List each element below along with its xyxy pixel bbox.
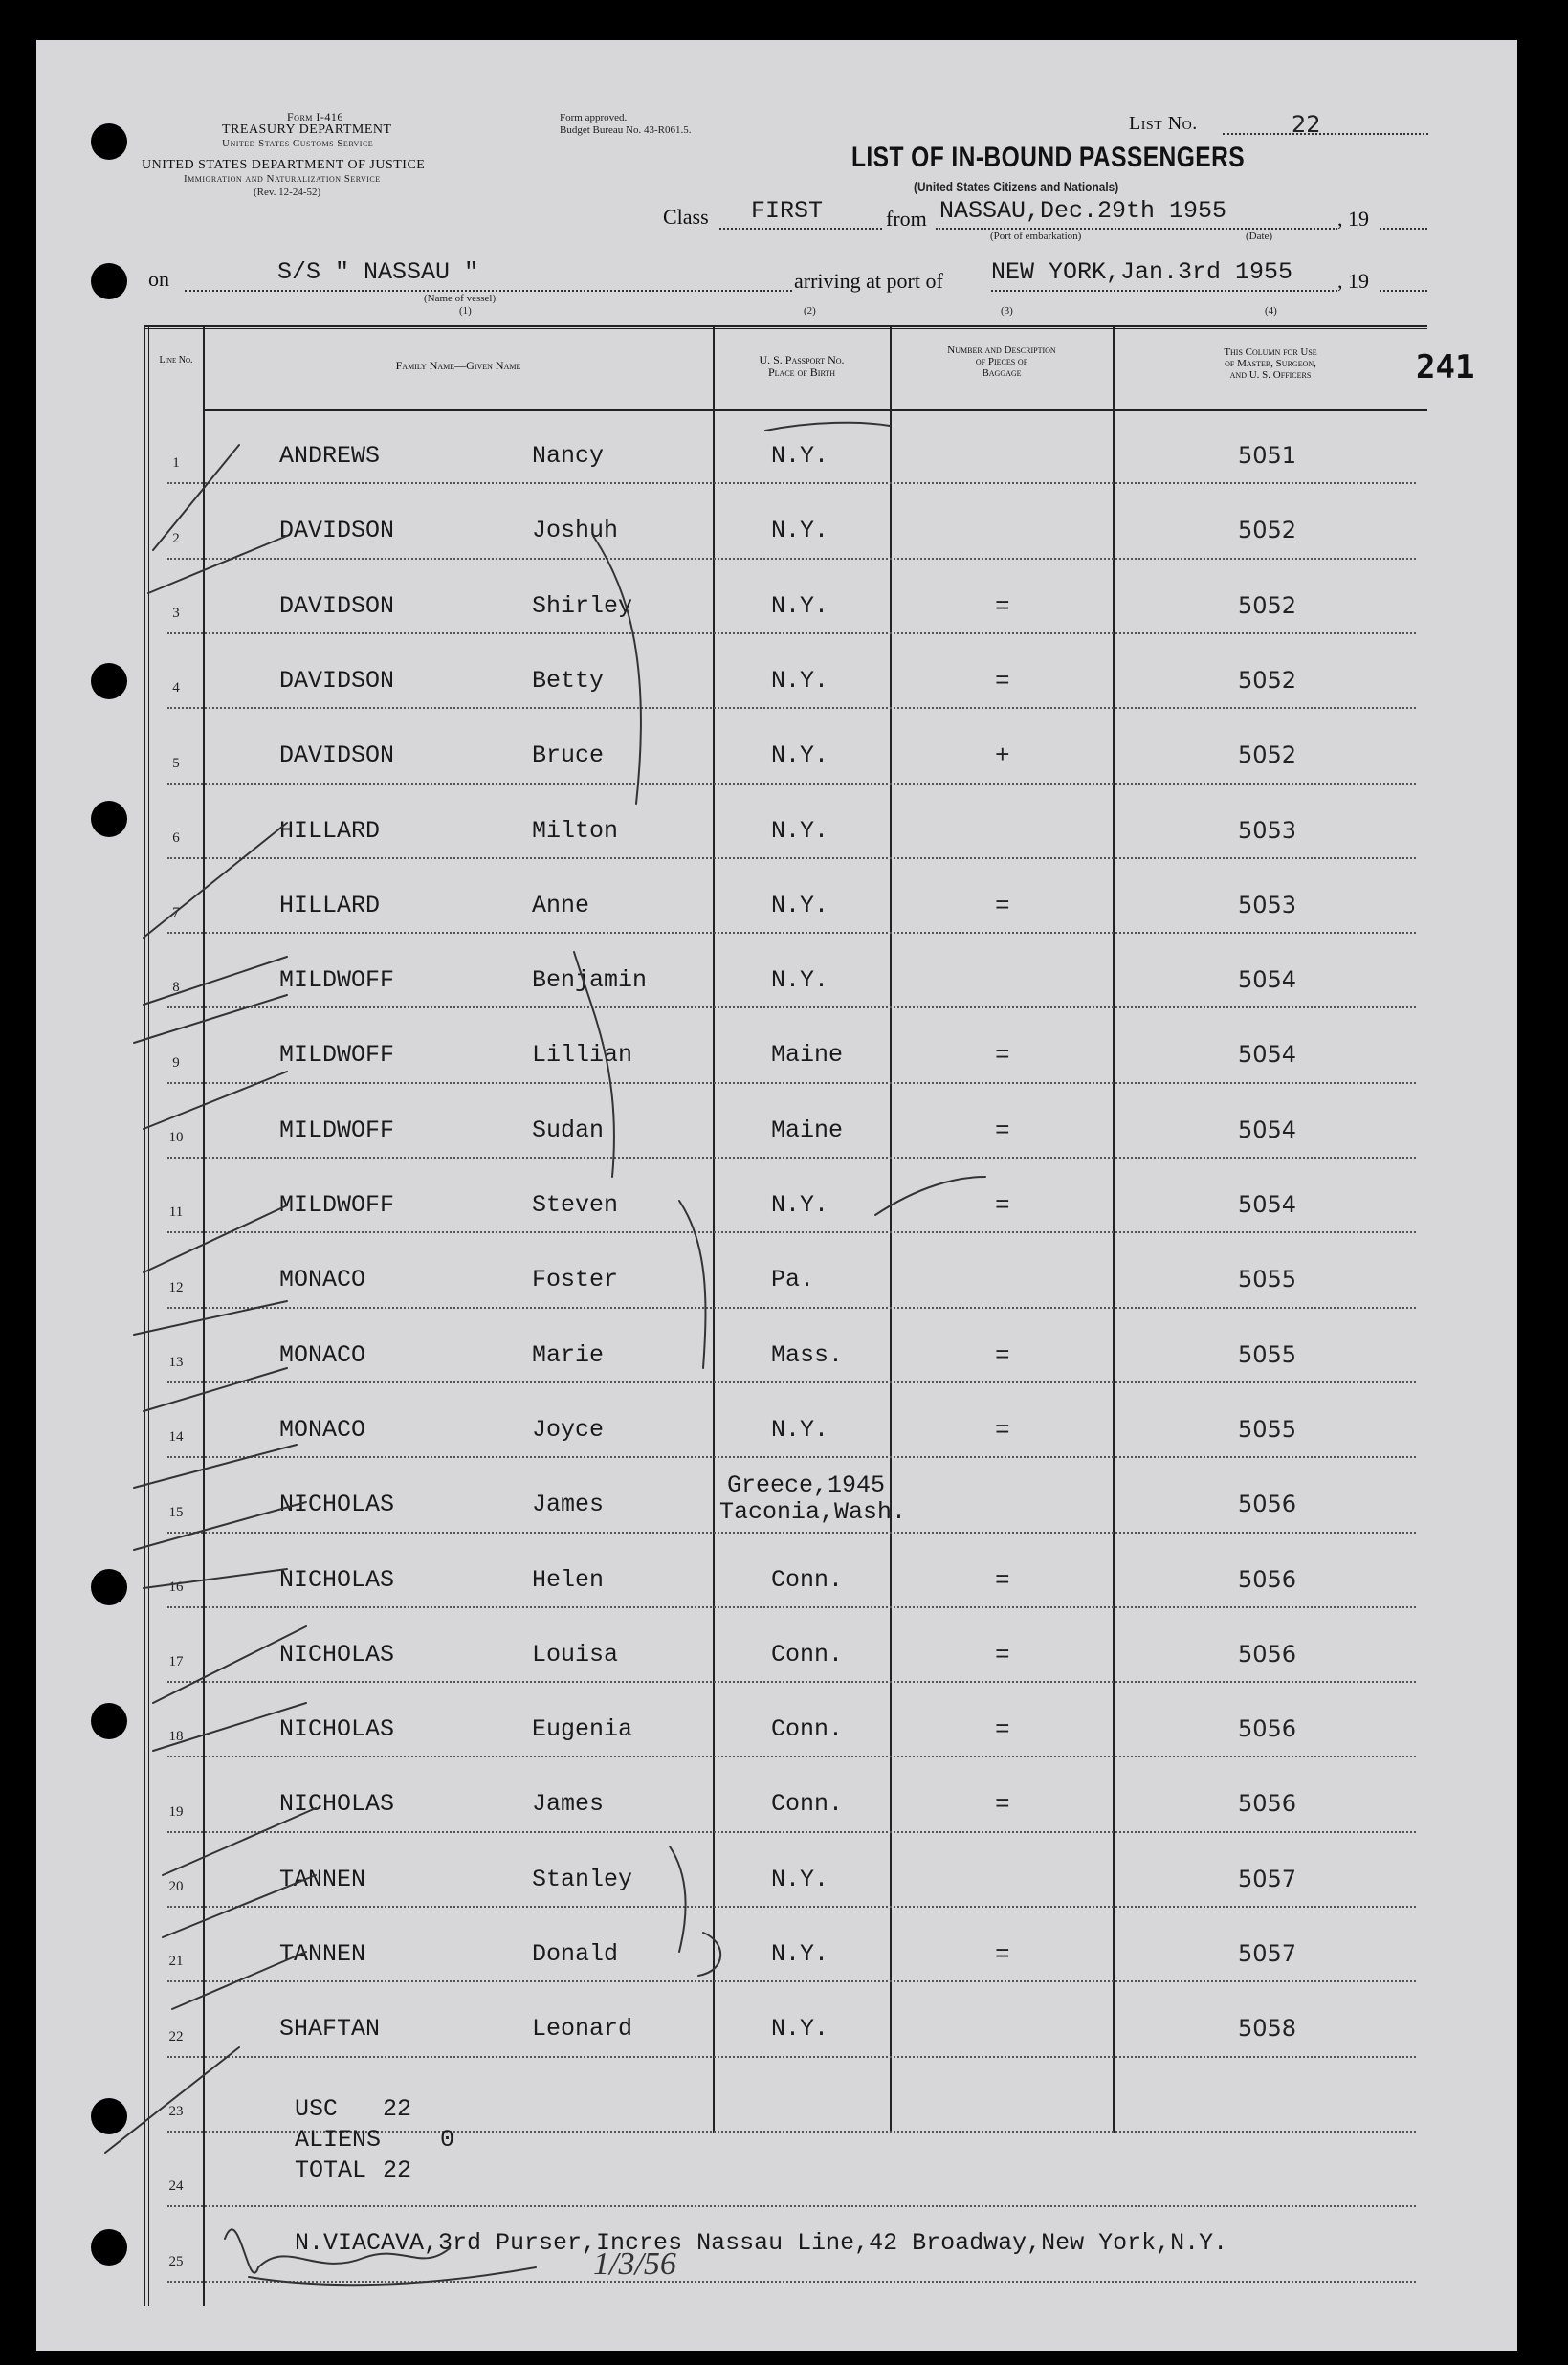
officer-code: 5055 bbox=[1238, 1340, 1297, 1368]
from-label: from bbox=[886, 207, 927, 231]
place-of-birth: Conn. bbox=[771, 1715, 844, 1744]
place-of-birth: Maine bbox=[771, 1116, 844, 1144]
family-name: MILDWOFF bbox=[279, 1191, 395, 1219]
row-line-number: 6 bbox=[172, 829, 180, 846]
total-label: TOTAL bbox=[295, 2156, 367, 2184]
row-line-number: 22 bbox=[168, 2028, 184, 2045]
officer-code: 5054 bbox=[1238, 1116, 1297, 1143]
header-line-no: Line No. bbox=[159, 355, 193, 365]
bracket-mark bbox=[593, 536, 641, 804]
place-of-birth: N.Y. bbox=[771, 591, 829, 620]
header-baggage-line2: of Pieces of bbox=[975, 356, 1028, 367]
place-of-birth: N.Y. bbox=[771, 2015, 829, 2044]
row-line-number: 5 bbox=[172, 755, 180, 771]
row-line-number: 12 bbox=[168, 1279, 184, 1295]
customs-service: United States Customs Service bbox=[222, 138, 374, 149]
given-name: Joyce bbox=[532, 1415, 605, 1444]
header-passport-line1: U. S. Passport No. bbox=[759, 353, 845, 366]
signature-date: 1/3/56 bbox=[593, 2246, 676, 2282]
form-number: Form I-416 bbox=[287, 110, 343, 123]
place-of-birth: N.Y. bbox=[771, 741, 829, 770]
given-name: Louisa bbox=[532, 1640, 619, 1669]
given-name: Steven bbox=[532, 1191, 619, 1219]
list-no-value: 22 bbox=[1292, 111, 1321, 138]
officer-code: 5054 bbox=[1238, 1191, 1297, 1218]
header-baggage-line3: Baggage bbox=[982, 367, 1022, 379]
vessel-caption: (Name of vessel) bbox=[424, 293, 497, 304]
list-no-label: List No. bbox=[1129, 113, 1198, 134]
family-name: SHAFTAN bbox=[279, 2015, 381, 2044]
column-2-marker: (2) bbox=[804, 305, 816, 317]
arriving-label: arriving at port of bbox=[794, 269, 943, 293]
check-mark bbox=[153, 445, 239, 550]
given-name: Sudan bbox=[532, 1116, 605, 1144]
officer-code: 5058 bbox=[1238, 2015, 1297, 2043]
family-name: HILLARD bbox=[279, 891, 381, 919]
check-mark bbox=[134, 995, 287, 1043]
page-subtitle: (United States Citizens and Nationals) bbox=[914, 179, 1119, 194]
officer-code: 5057 bbox=[1238, 1940, 1297, 1967]
given-name: Leonard bbox=[532, 2015, 633, 2044]
page-number: 241 bbox=[1416, 348, 1475, 387]
immigration-service: Immigration and Naturalization Service bbox=[184, 173, 381, 185]
place-of-birth: N.Y. bbox=[771, 1191, 829, 1219]
family-name: NICHOLAS bbox=[279, 1565, 395, 1594]
check-mark bbox=[134, 1445, 297, 1488]
baggage-mark: = bbox=[995, 1940, 1010, 1969]
given-name: Nancy bbox=[532, 442, 605, 470]
row-line-number: 7 bbox=[172, 905, 180, 921]
given-name: Helen bbox=[532, 1565, 605, 1594]
check-mark bbox=[144, 1569, 287, 1588]
given-name: James bbox=[532, 1491, 605, 1519]
check-mark bbox=[875, 1177, 985, 1215]
header-baggage-line1: Number and Description bbox=[947, 344, 1056, 356]
place-of-birth: N.Y. bbox=[771, 816, 829, 845]
class-value: FIRST bbox=[751, 197, 824, 225]
bracket-mark bbox=[574, 952, 614, 1177]
family-name: HILLARD bbox=[279, 816, 381, 845]
row-line-number: 23 bbox=[168, 2103, 184, 2119]
given-name: Eugenia bbox=[532, 1715, 633, 1744]
port-caption: (Port of embarkation) bbox=[990, 231, 1082, 242]
check-mark bbox=[144, 1368, 287, 1411]
family-name: NICHOLAS bbox=[279, 1715, 395, 1744]
officer-code: 5054 bbox=[1238, 966, 1297, 994]
baggage-mark: = bbox=[995, 1116, 1010, 1145]
baggage-mark: = bbox=[995, 1790, 1010, 1820]
budget-bureau: Budget Bureau No. 43-R061.5. bbox=[560, 124, 692, 136]
place-of-birth: Mass. bbox=[771, 1340, 844, 1369]
given-name: Shirley bbox=[532, 591, 633, 620]
baggage-mark: = bbox=[995, 591, 1010, 621]
family-name: MONACO bbox=[279, 1415, 366, 1444]
column-4-marker: (4) bbox=[1265, 305, 1277, 317]
place-of-birth: N.Y. bbox=[771, 1865, 829, 1893]
baggage-mark: = bbox=[995, 1640, 1010, 1669]
place-of-birth: N.Y. bbox=[771, 1940, 829, 1968]
check-mark bbox=[163, 1808, 316, 1875]
class-label: Class bbox=[663, 205, 709, 229]
page-title: LIST OF IN-BOUND PASSENGERS bbox=[851, 142, 1246, 173]
officer-code: 5056 bbox=[1238, 1491, 1297, 1518]
form-approved: Form approved. bbox=[560, 112, 628, 123]
family-name: NICHOLAS bbox=[279, 1790, 395, 1819]
check-mark bbox=[765, 423, 890, 431]
baggage-mark: = bbox=[995, 1340, 1010, 1370]
family-name: TANNEN bbox=[279, 1865, 366, 1893]
header-name: Family Name—Given Name bbox=[395, 359, 521, 372]
family-name: DAVIDSON bbox=[279, 666, 395, 695]
place-of-birth: Conn. bbox=[771, 1640, 844, 1669]
baggage-mark: = bbox=[995, 891, 1010, 920]
year-suffix-2: , 19 bbox=[1337, 269, 1369, 293]
check-mark bbox=[134, 1502, 306, 1550]
given-name: Bruce bbox=[532, 741, 605, 770]
officer-code: 5052 bbox=[1238, 591, 1297, 619]
check-mark bbox=[144, 957, 287, 1005]
officer-code: 5055 bbox=[1238, 1415, 1297, 1443]
family-name: MILDWOFF bbox=[279, 966, 395, 995]
row-line-number: 21 bbox=[168, 1954, 184, 1970]
officer-code: 5056 bbox=[1238, 1640, 1297, 1668]
given-name: Joshuh bbox=[532, 517, 619, 545]
check-mark bbox=[105, 2047, 239, 2153]
family-name: ANDREWS bbox=[279, 442, 381, 470]
given-name: Betty bbox=[532, 666, 605, 695]
row-line-number: 1 bbox=[172, 455, 180, 472]
row-line-number: 11 bbox=[168, 1205, 184, 1221]
place-of-birth: N.Y. bbox=[771, 442, 829, 470]
family-name: DAVIDSON bbox=[279, 591, 395, 620]
given-name: Stanley bbox=[532, 1865, 633, 1893]
column-1-marker: (1) bbox=[459, 305, 472, 317]
check-mark bbox=[163, 1875, 316, 1937]
arrival-value: NEW YORK,Jan.3rd 1955 bbox=[991, 258, 1293, 286]
row-line-number: 10 bbox=[168, 1130, 184, 1145]
check-mark bbox=[153, 1703, 306, 1751]
row-line-number: 18 bbox=[168, 1729, 184, 1745]
row-line-number: 25 bbox=[168, 2253, 184, 2269]
row-line-number: 16 bbox=[168, 1579, 184, 1595]
given-name: James bbox=[532, 1790, 605, 1819]
given-name: Milton bbox=[532, 816, 619, 845]
row-line-number: 4 bbox=[172, 680, 180, 696]
place-of-birth: Pa. bbox=[771, 1266, 815, 1294]
check-mark bbox=[148, 536, 287, 593]
baggage-mark: = bbox=[995, 1191, 1010, 1220]
year-suffix-1: , 19 bbox=[1337, 207, 1369, 231]
aliens-value: 0 bbox=[440, 2126, 455, 2154]
given-name: Marie bbox=[532, 1340, 605, 1369]
usc-label: USC bbox=[295, 2095, 339, 2123]
officer-code: 5056 bbox=[1238, 1565, 1297, 1593]
officer-code: 5055 bbox=[1238, 1266, 1297, 1293]
family-name: DAVIDSON bbox=[279, 517, 395, 545]
place-of-birth: N.Y. bbox=[771, 891, 829, 919]
family-name: MILDWOFF bbox=[279, 1041, 395, 1070]
bracket-mark bbox=[679, 1201, 705, 1368]
officer-code: 5052 bbox=[1238, 517, 1297, 544]
revision-date: (Rev. 12-24-52) bbox=[254, 187, 321, 198]
on-label: on bbox=[148, 267, 169, 291]
row-line-number: 14 bbox=[168, 1429, 184, 1446]
officer-code: 5054 bbox=[1238, 1041, 1297, 1069]
header-officers-line3: and U. S. Officers bbox=[1229, 369, 1312, 381]
aliens-label: ALIENS bbox=[295, 2126, 382, 2154]
officer-code: 5057 bbox=[1238, 1865, 1297, 1892]
baggage-mark: = bbox=[995, 1415, 1010, 1445]
given-name: Lillian bbox=[532, 1041, 633, 1070]
family-name: NICHOLAS bbox=[279, 1491, 395, 1519]
baggage-mark: + bbox=[995, 741, 1010, 771]
row-line-number: 9 bbox=[172, 1054, 180, 1071]
officer-code: 5052 bbox=[1238, 741, 1297, 769]
bracket-mark bbox=[698, 1933, 720, 1976]
check-mark bbox=[134, 1301, 287, 1335]
bracket-mark bbox=[670, 1846, 686, 1952]
baggage-mark: = bbox=[995, 1565, 1010, 1595]
header-officers-line1: This Column for Use bbox=[1224, 346, 1317, 358]
baggage-mark: = bbox=[995, 1715, 1010, 1745]
given-name: Anne bbox=[532, 891, 590, 919]
treasury-department: TREASURY DEPARTMENT bbox=[222, 122, 392, 137]
row-line-number: 13 bbox=[168, 1354, 184, 1370]
header-officers-line2: of Master, Surgeon, bbox=[1225, 358, 1316, 369]
officer-code: 5056 bbox=[1238, 1715, 1297, 1743]
row-line-number: 19 bbox=[168, 1803, 184, 1820]
check-mark bbox=[144, 1072, 287, 1129]
place-of-birth: Maine bbox=[771, 1041, 844, 1070]
place-of-birth: N.Y. bbox=[771, 966, 829, 995]
column-3-marker: (3) bbox=[1001, 305, 1013, 317]
baggage-mark: = bbox=[995, 1041, 1010, 1071]
place-of-birth: Taconia,Wash. bbox=[719, 1498, 907, 1527]
check-mark bbox=[144, 1205, 287, 1272]
family-name: MONACO bbox=[279, 1266, 366, 1294]
officer-code: 5056 bbox=[1238, 1790, 1297, 1818]
purser-line: N.VIACAVA,3rd Purser,Incres Nassau Line,42 Broadway,New York,N.Y. bbox=[295, 2229, 1228, 2257]
header-passport-line2: Place of Birth bbox=[768, 365, 835, 379]
vessel-name: S/S " NASSAU " bbox=[277, 258, 479, 286]
officer-code: 5051 bbox=[1238, 442, 1297, 469]
given-name: Donald bbox=[532, 1940, 619, 1968]
family-name: DAVIDSON bbox=[279, 741, 395, 770]
row-line-number: 2 bbox=[172, 530, 180, 546]
usc-value: 22 bbox=[383, 2095, 412, 2123]
signature bbox=[249, 2267, 536, 2285]
place-of-birth: N.Y. bbox=[771, 517, 829, 545]
place-of-birth: N.Y. bbox=[771, 666, 829, 695]
check-mark bbox=[153, 1626, 306, 1703]
baggage-mark: = bbox=[995, 666, 1010, 696]
place-of-birth: N.Y. bbox=[771, 1415, 829, 1444]
row-line-number: 15 bbox=[168, 1504, 184, 1520]
from-value: NASSAU,Dec.29th 1955 bbox=[939, 197, 1227, 225]
total-value: 22 bbox=[383, 2156, 412, 2184]
row-line-number: 8 bbox=[172, 980, 180, 996]
check-mark bbox=[144, 823, 287, 938]
signature bbox=[225, 2229, 450, 2272]
officer-code: 5052 bbox=[1238, 666, 1297, 694]
family-name: TANNEN bbox=[279, 1940, 366, 1968]
check-mark bbox=[172, 1952, 306, 2009]
row-line-number: 17 bbox=[168, 1654, 184, 1670]
family-name: MONACO bbox=[279, 1340, 366, 1369]
family-name: MILDWOFF bbox=[279, 1116, 395, 1144]
date-caption: (Date) bbox=[1246, 231, 1273, 242]
officer-code: 5053 bbox=[1238, 816, 1297, 844]
row-line-number: 24 bbox=[168, 2178, 184, 2195]
officer-code: 5053 bbox=[1238, 891, 1297, 918]
given-name: Benjamin bbox=[532, 966, 648, 995]
family-name: NICHOLAS bbox=[279, 1640, 395, 1669]
place-of-birth: Conn. bbox=[771, 1790, 844, 1819]
birth-note: Greece,1945 bbox=[727, 1471, 886, 1500]
justice-department: UNITED STATES DEPARTMENT OF JUSTICE bbox=[142, 158, 426, 172]
given-name: Foster bbox=[532, 1266, 619, 1294]
place-of-birth: Conn. bbox=[771, 1565, 844, 1594]
row-line-number: 3 bbox=[172, 605, 180, 621]
row-line-number: 20 bbox=[168, 1879, 184, 1894]
